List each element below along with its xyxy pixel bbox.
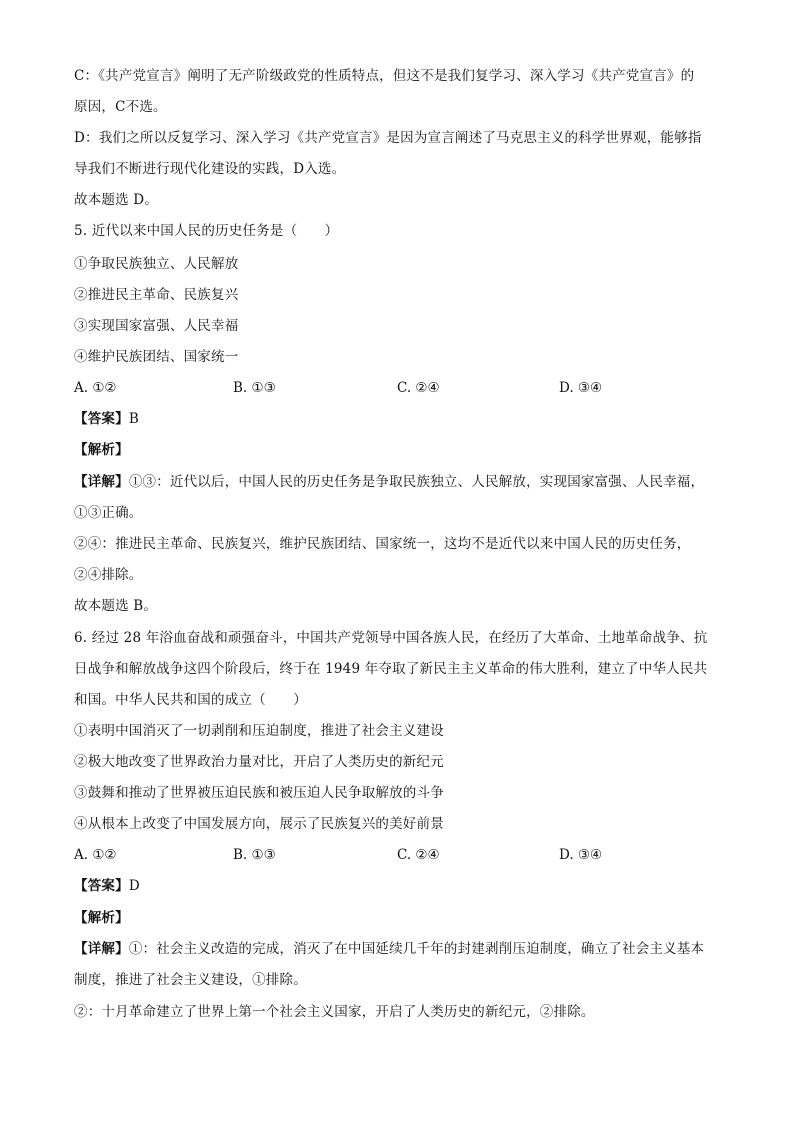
q6-analysis-tag: 【解析】	[74, 910, 129, 926]
q5-conclusion: 故本题选 B。	[74, 598, 158, 614]
q6-detail2-line1: ②：十月革命建立了世界上第一个社会主义国家，开启了人类历史的新纪元，②排除。	[74, 1004, 595, 1020]
q6-answer-tag: 【答案】	[74, 878, 129, 894]
q6-options	[74, 845, 724, 865]
q6-detail-tag: 【详解】	[74, 941, 129, 957]
q5-option-a: A. ①②	[74, 380, 117, 396]
q5-detail2-line1: ②④：推进民主革命、民族复兴，维护民族团结、国家统一，这均不是近代以来中国人民的历史任务，	[74, 536, 691, 552]
q6-answer: D	[128, 878, 140, 894]
q5-item-1: ①争取民族独立、人民解放	[74, 256, 239, 272]
q5-answer-tag: 【答案】	[74, 411, 129, 427]
q6-option-b: B. ①③	[233, 847, 276, 863]
prev-conclusion: 故本题选 D。	[74, 192, 159, 208]
q6-item-4: ④从根本上改变了中国发展方向，展示了民族复兴的美好前景	[74, 816, 444, 832]
q6-stem-line3: 和国。中华人民共和国的成立（ ）	[74, 692, 307, 708]
analysis-c-line2: 原因，C不选。	[74, 99, 167, 115]
q5-detail-tag: 【详解】	[74, 474, 129, 490]
q6-stem-line1: 6. 经过 28 年浴血奋战和顽强奋斗，中国共产党领导中国各族人民，在经历了大革命、土地革命战争、抗	[74, 630, 708, 646]
q5-item-4: ④维护民族团结、国家统一	[74, 349, 239, 365]
q5-answer: B	[128, 411, 139, 427]
analysis-c-line1: C：《共产党宣言》阐明了无产阶级政党的性质特点，但这不是我们复学习、深入学习《共产党宣言》的	[74, 68, 695, 84]
q5-detail2-line2: ②④排除。	[74, 567, 143, 583]
q5-option-b: B. ①③	[233, 380, 276, 396]
q6-detail1-row	[74, 939, 724, 959]
q5-options	[74, 378, 724, 398]
q5-analysis-row	[74, 440, 724, 460]
q5-item-3: ③实现国家富强、人民幸福	[74, 318, 239, 334]
analysis-d-line2: 导我们不断进行现代化建设的实践，D入选。	[74, 161, 346, 177]
q6-item-1: ①表明中国消灭了一切剥削和压迫制度，推进了社会主义建设	[74, 723, 444, 739]
q5-stem: 5. 近代以来中国人民的历史任务是（ ）	[74, 223, 339, 239]
q6-option-d: D. ③④	[559, 847, 603, 863]
q5-option-c: C. ②④	[397, 380, 440, 396]
q5-analysis-tag: 【解析】	[74, 442, 129, 458]
q6-option-a: A. ①②	[74, 847, 117, 863]
q6-stem-line2: 日战争和解放战争这四个阶段后，终于在 1949 年夺取了新民主主义革命的伟大胜利，建立了中华人民共	[74, 661, 708, 677]
q5-option-d: D. ③④	[559, 380, 603, 396]
q6-option-c: C. ②④	[397, 847, 440, 863]
q5-detail1-line1: ①③：近代以后，中国人民的历史任务是争取民族独立、人民解放，实现国家富强、人民幸福，	[128, 474, 705, 490]
q6-answer-row	[74, 876, 724, 896]
q5-item-2: ②推进民主革命、民族复兴	[74, 287, 239, 303]
analysis-d-line1: D：我们之所以反复学习、深入学习《共产党宣言》是因为宣言阐述了马克思主义的科学世界观，能够指	[74, 130, 702, 146]
q6-detail1-line1: ①：社会主义改造的完成，消灭了在中国延续几千年的封建剥削压迫制度，确立了社会主义基本	[128, 941, 705, 957]
q5-answer-row	[74, 409, 724, 429]
q5-detail1-line2: ①③正确。	[74, 505, 143, 521]
q6-detail1-line2: 制度，推进了社会主义建设，①排除。	[74, 972, 307, 988]
q6-analysis-row	[74, 908, 724, 928]
q5-detail1-row	[74, 472, 724, 492]
q6-item-3: ③鼓舞和推动了世界被压迫民族和被压迫人民争取解放的斗争	[74, 785, 444, 801]
q6-item-2: ②极大地改变了世界政治力量对比，开启了人类历史的新纪元	[74, 754, 444, 770]
